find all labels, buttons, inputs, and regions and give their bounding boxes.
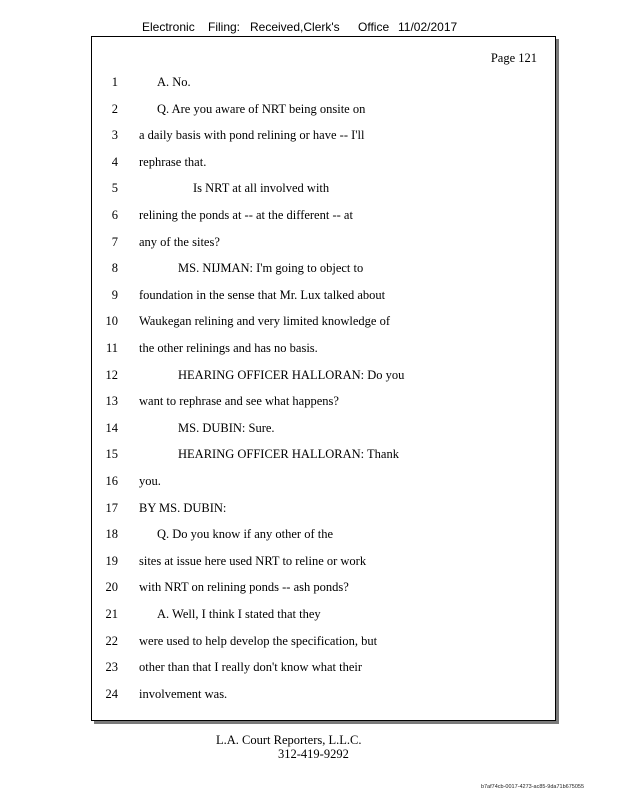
header-filing: Filing: [208,20,241,34]
line-number: 13 [105,394,118,409]
line-number: 17 [105,500,118,515]
line-text: Q. Do you know if any other of the [157,527,334,542]
line-text: A. No. [157,75,191,89]
line-text: involvement was. [139,686,228,701]
line-number: 1 [111,75,118,89]
transcript-line-5 [92,181,555,199]
line-number: 14 [105,420,118,435]
line-text: the other relinings and has no basis. [139,341,318,355]
line-number: 4 [111,154,118,169]
transcript-line-14 [92,421,555,439]
line-number: 10 [105,314,118,329]
header-electronic: Electronic [142,20,195,34]
line-text: HEARING OFFICER HALLORAN: Thank [178,447,399,462]
line-text: foundation in the sense that Mr. Lux talked about [139,287,386,302]
page-number: Page 121 [490,51,537,65]
line-number: 5 [111,181,118,196]
transcript-line-20 [92,580,555,598]
header-date: 11/02/2017 [398,20,458,34]
line-text: MS. DUBIN: Sure. [178,420,275,435]
line-number: 15 [105,447,118,462]
line-number: 16 [105,474,118,488]
line-text: MS. NIJMAN: I'm going to object to [178,261,364,276]
line-number: 22 [105,633,118,648]
transcript-line-23 [92,660,555,678]
transcript-line-19 [92,554,555,572]
transcript-line-24 [92,687,555,705]
line-number: 7 [111,234,118,249]
transcript-line-15 [92,447,555,465]
line-text: want to rephrase and see what happens? [139,394,339,409]
line-text: Is NRT at all involved with [193,181,330,196]
line-number: 18 [105,527,118,542]
transcript-line-4 [92,155,555,173]
transcript-line-13 [92,394,555,412]
line-text: HEARING OFFICER HALLORAN: Do you [178,367,405,382]
transcript-line-6 [92,208,555,226]
transcript-line-10 [92,314,555,332]
line-number: 8 [111,261,118,276]
line-number: 9 [111,287,118,302]
line-text: rephrase that. [139,154,207,169]
filing-header [0,20,618,36]
transcript-line-12 [92,368,555,386]
line-text: were used to help develop the specification, but [139,633,378,648]
document-hash: b7af74cb-0017-4273-ac85-9da71b675055 [480,784,584,790]
transcript-line-18 [92,527,555,545]
line-text: relining the ponds at -- at the different -- at [139,208,353,222]
transcript-line-9 [92,288,555,306]
transcript-line-11 [92,341,555,359]
line-number: 6 [111,208,118,222]
line-number: 11 [105,341,118,355]
line-number: 20 [105,580,118,595]
transcript-line-3 [92,128,555,146]
line-number: 21 [105,607,118,621]
transcript-line-8 [92,261,555,279]
line-text: A. Well, I think I stated that they [157,607,321,621]
line-number: 3 [111,128,118,143]
transcript-line-17 [92,501,555,519]
transcript-line-1 [92,75,555,93]
line-text: Q. Are you aware of NRT being onsite on [157,101,366,116]
line-text: Waukegan relining and very limited knowledge of [139,314,391,329]
line-text: you. [139,474,161,488]
transcript-line-7 [92,235,555,253]
line-text: any of the sites? [139,234,220,249]
header-received: Received,Clerk's [250,20,340,34]
line-number: 24 [105,686,118,701]
line-text: other than that I really don't know what their [139,660,363,675]
transcript-page [91,36,556,721]
transcript-line-2 [92,102,555,120]
transcript-line-16 [92,474,555,492]
line-number: 12 [105,367,118,382]
line-number: 23 [105,660,118,675]
header-office: Office [358,20,390,34]
line-text: sites at issue here used NRT to reline or work [139,553,367,568]
transcript-line-21 [92,607,555,625]
line-text: a daily basis with pond relining or have -- I'll [139,128,365,143]
reporter-company: L.A. Court Reporters, L.L.C. [216,733,362,747]
line-number: 2 [111,101,118,116]
transcript-line-22 [92,634,555,652]
reporter-phone: 312-419-9292 [278,747,349,761]
line-text: BY MS. DUBIN: [139,500,227,515]
line-number: 19 [105,553,118,568]
line-text: with NRT on relining ponds -- ash ponds? [139,580,349,595]
